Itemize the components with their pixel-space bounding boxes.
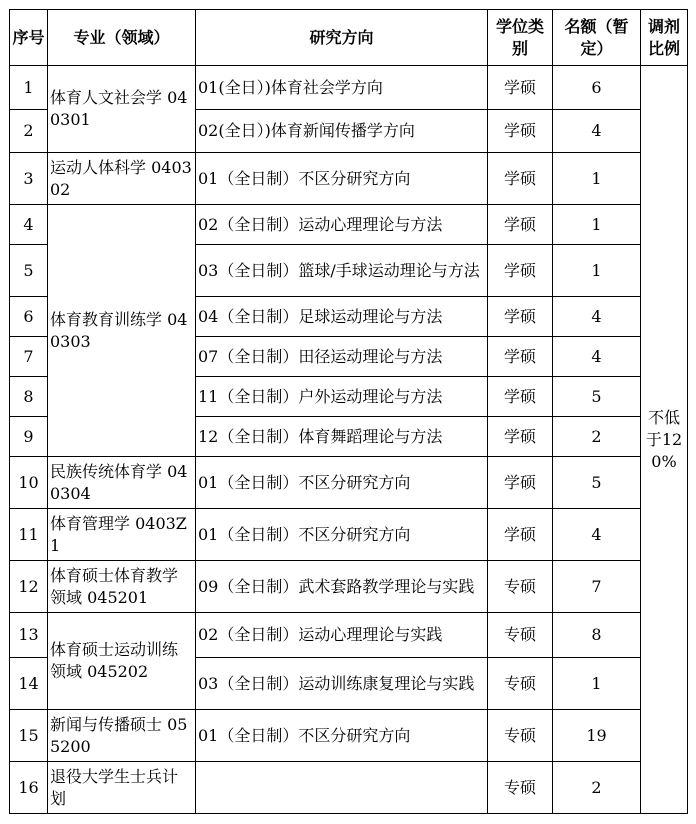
quota-cell: 2 bbox=[553, 762, 641, 814]
degree-cell: 学硕 bbox=[488, 153, 553, 205]
major-cell: 体育管理学 0403Z1 bbox=[48, 509, 196, 561]
major-cell: 退役大学生士兵计划 bbox=[48, 762, 196, 814]
table-row bbox=[10, 66, 688, 110]
quota-cell: 1 bbox=[553, 245, 641, 297]
quota-cell: 1 bbox=[553, 658, 641, 710]
row-no: 12 bbox=[10, 561, 48, 613]
quota-cell: 4 bbox=[553, 110, 641, 153]
table-row bbox=[10, 762, 688, 814]
row-no: 9 bbox=[10, 417, 48, 457]
direction-cell: 07（全日制）田径运动理论与方法 bbox=[196, 337, 488, 377]
degree-cell: 学硕 bbox=[488, 66, 553, 110]
row-no: 15 bbox=[10, 710, 48, 762]
quota-cell: 2 bbox=[553, 417, 641, 457]
header-degree: 学位类别 bbox=[488, 10, 553, 66]
ratio-cell: 不低于120% bbox=[641, 66, 688, 814]
degree-cell: 学硕 bbox=[488, 110, 553, 153]
table-row bbox=[10, 205, 688, 245]
degree-cell: 学硕 bbox=[488, 297, 553, 337]
quota-cell: 5 bbox=[553, 457, 641, 509]
direction-cell: 12（全日制）体育舞蹈理论与方法 bbox=[196, 417, 488, 457]
quota-cell: 19 bbox=[553, 710, 641, 762]
row-no: 7 bbox=[10, 337, 48, 377]
row-no: 14 bbox=[10, 658, 48, 710]
quota-cell: 1 bbox=[553, 205, 641, 245]
direction-cell: 04（全日制）足球运动理论与方法 bbox=[196, 297, 488, 337]
degree-cell: 专硕 bbox=[488, 762, 553, 814]
row-no: 3 bbox=[10, 153, 48, 205]
degree-cell: 学硕 bbox=[488, 205, 553, 245]
direction-cell: 01（全日制）不区分研究方向 bbox=[196, 509, 488, 561]
quota-cell: 4 bbox=[553, 297, 641, 337]
major-cell: 新闻与传播硕士 055200 bbox=[48, 710, 196, 762]
degree-cell: 学硕 bbox=[488, 457, 553, 509]
degree-cell: 学硕 bbox=[488, 509, 553, 561]
admissions-table bbox=[9, 9, 688, 814]
row-no: 8 bbox=[10, 377, 48, 417]
direction-cell: 02（全日制）运动心理理论与方法 bbox=[196, 205, 488, 245]
row-no: 10 bbox=[10, 457, 48, 509]
degree-cell: 专硕 bbox=[488, 561, 553, 613]
degree-cell: 学硕 bbox=[488, 337, 553, 377]
quota-cell: 1 bbox=[553, 153, 641, 205]
major-cell: 体育人文社会学 040301 bbox=[48, 66, 196, 153]
header-no: 序号 bbox=[10, 10, 48, 66]
direction-cell: 01（全日制）不区分研究方向 bbox=[196, 710, 488, 762]
header-quota: 名额（暂定） bbox=[553, 10, 641, 66]
header-row bbox=[10, 10, 688, 66]
degree-cell: 专硕 bbox=[488, 710, 553, 762]
quota-cell: 7 bbox=[553, 561, 641, 613]
direction-cell: 02(全日）)体育新闻传播学方向 bbox=[196, 110, 488, 153]
row-no: 2 bbox=[10, 110, 48, 153]
direction-cell: 11（全日制）户外运动理论与方法 bbox=[196, 377, 488, 417]
quota-cell: 4 bbox=[553, 337, 641, 377]
table-row bbox=[10, 710, 688, 762]
table-row bbox=[10, 509, 688, 561]
direction-cell: 02（全日制）运动心理理论与实践 bbox=[196, 613, 488, 658]
direction-cell: 01(全日）)体育社会学方向 bbox=[196, 66, 488, 110]
quota-cell: 4 bbox=[553, 509, 641, 561]
degree-cell: 学硕 bbox=[488, 245, 553, 297]
table-row bbox=[10, 153, 688, 205]
header-direction: 研究方向 bbox=[196, 10, 488, 66]
row-no: 5 bbox=[10, 245, 48, 297]
direction-cell: 01（全日制）不区分研究方向 bbox=[196, 457, 488, 509]
degree-cell: 专硕 bbox=[488, 613, 553, 658]
degree-cell: 学硕 bbox=[488, 377, 553, 417]
header-major: 专业（领域） bbox=[48, 10, 196, 66]
direction-cell: 03（全日制）运动训练康复理论与实践 bbox=[196, 658, 488, 710]
direction-cell: 03（全日制）篮球/手球运动理论与方法 bbox=[196, 245, 488, 297]
row-no: 4 bbox=[10, 205, 48, 245]
row-no: 6 bbox=[10, 297, 48, 337]
degree-cell: 专硕 bbox=[488, 658, 553, 710]
major-cell: 体育硕士体育教学领域 045201 bbox=[48, 561, 196, 613]
header-ratio: 调剂比例 bbox=[641, 10, 688, 66]
major-cell: 民族传统体育学 040304 bbox=[48, 457, 196, 509]
degree-cell: 学硕 bbox=[488, 417, 553, 457]
table-row bbox=[10, 561, 688, 613]
direction-cell: 09（全日制）武术套路教学理论与实践 bbox=[196, 561, 488, 613]
table-row bbox=[10, 457, 688, 509]
major-cell: 运动人体科学 040302 bbox=[48, 153, 196, 205]
major-cell: 体育教育训练学 040303 bbox=[48, 205, 196, 457]
row-no: 1 bbox=[10, 66, 48, 110]
table-row bbox=[10, 613, 688, 658]
quota-cell: 5 bbox=[553, 377, 641, 417]
row-no: 11 bbox=[10, 509, 48, 561]
row-no: 13 bbox=[10, 613, 48, 658]
major-cell: 体育硕士运动训练领域 045202 bbox=[48, 613, 196, 710]
quota-cell: 6 bbox=[553, 66, 641, 110]
quota-cell: 8 bbox=[553, 613, 641, 658]
direction-cell bbox=[196, 762, 488, 814]
row-no: 16 bbox=[10, 762, 48, 814]
direction-cell: 01（全日制）不区分研究方向 bbox=[196, 153, 488, 205]
